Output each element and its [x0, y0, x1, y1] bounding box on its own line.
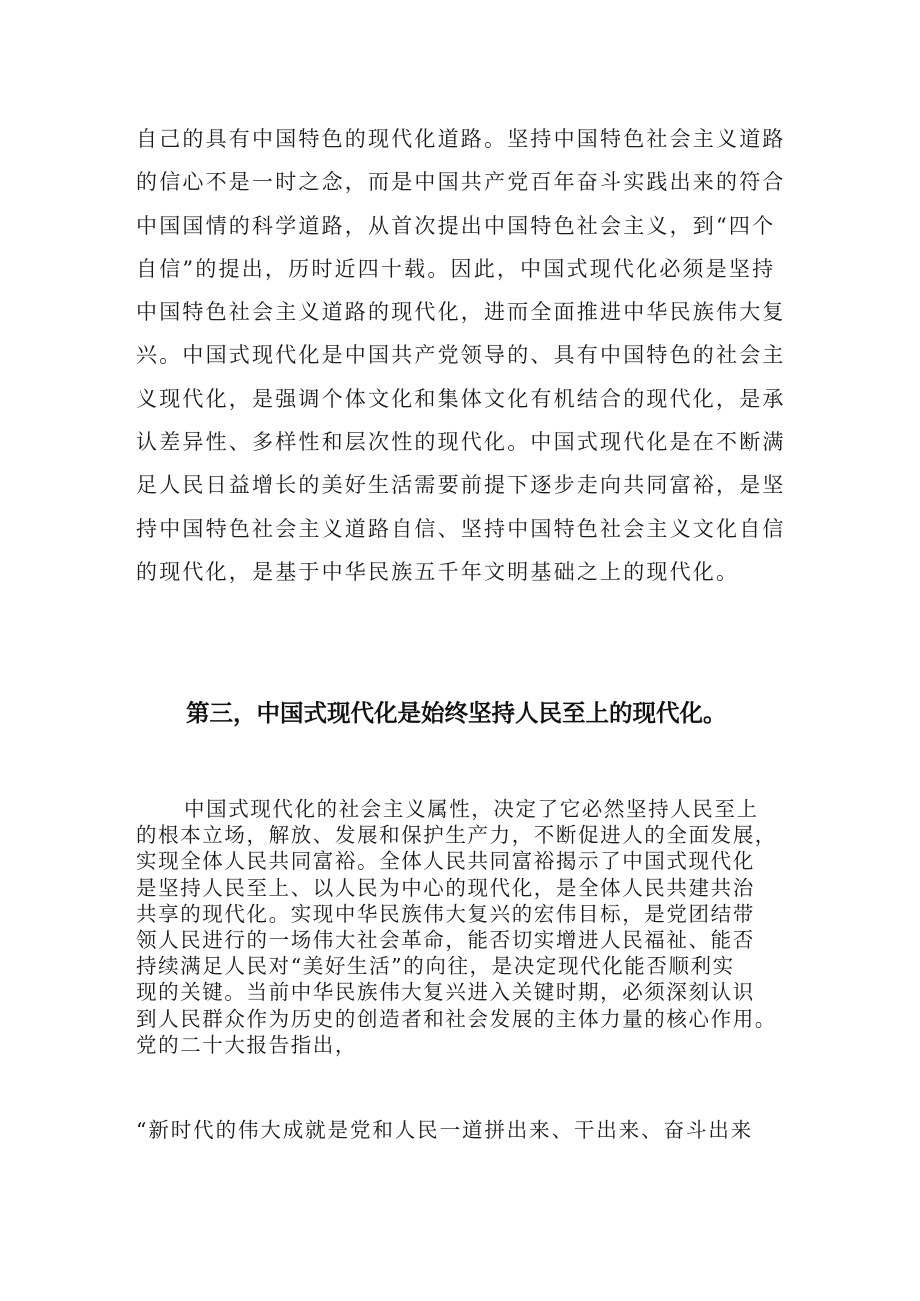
paragraph-line: 自信”的提出，历时近四十载。因此，中国式现代化必须是坚持 [136, 256, 776, 281]
paragraph-line: 认差异性、多样性和层次性的现代化。中国式现代化是在不断满 [136, 430, 786, 455]
paragraph-line: 现的关键。当前中华民族伟大复兴进入关键时期，必须深刻认识 [136, 980, 755, 1005]
paragraph-line: 兴。中国式现代化是中国共产党领导的、具有中国特色的社会主 [136, 343, 786, 368]
paragraph-line: 持中国特色社会主义道路自信、坚持中国特色社会主义文化自信 [136, 516, 786, 541]
paragraph-line: 的信心不是一时之念，而是中国共产党百年奋斗实践出来的符合 [136, 170, 786, 195]
paragraph-line: 党的二十大报告指出， [136, 1032, 357, 1057]
paragraph-line: 的根本立场，解放、发展和保护生产力，不断促进人的全面发展， [136, 823, 777, 848]
paragraph-line: 的现代化，是基于中华民族五千年文明基础之上的现代化。 [136, 559, 740, 584]
quote-line: “新时代的伟大成就是党和人民一道拼出来、干出来、奋斗出来 [136, 1118, 754, 1142]
paragraph-line: 共享的现代化。实现中华民族伟大复兴的宏伟目标，是党团结带 [136, 901, 755, 926]
paragraph-line: 到人民群众作为历史的创造者和社会发展的主体力量的核心作用。 [136, 1006, 777, 1031]
paragraph-line: 中国式现代化的社会主义属性，决定了它必然坚持人民至上 [184, 797, 759, 821]
section-heading: 第三，中国式现代化是始终坚持人民至上的现代化。 [186, 699, 727, 727]
paragraph-line: 中国国情的科学道路，从首次提出中国特色社会主义，到“四个 [136, 213, 776, 238]
paragraph-line: 领人民进行的一场伟大社会革命，能否切实增进人民福祉、能否 [136, 927, 755, 952]
paragraph-line: 是坚持人民至上、以人民为中心的现代化，是全体人民共建共治 [136, 875, 755, 900]
paragraph-mid [136, 796, 816, 1058]
paragraph-line: 义现代化，是强调个体文化和集体文化有机结合的现代化，是承 [136, 386, 786, 411]
paragraph-top [136, 118, 796, 594]
paragraph-line: 中国特色社会主义道路的现代化，进而全面推进中华民族伟大复 [136, 300, 786, 325]
paragraph-line: 持续满足人民对“美好生活”的向往，是决定现代化能否顺利实 [136, 954, 735, 979]
paragraph-line: 自己的具有中国特色的现代化道路。坚持中国特色社会主义道路 [136, 127, 786, 151]
paragraph-line: 实现全体人民共同富裕。全体人民共同富裕揭示了中国式现代化 [136, 849, 755, 874]
paragraph-line: 足人民日益增长的美好生活需要前提下逐步走向共同富裕，是坚 [136, 473, 786, 498]
